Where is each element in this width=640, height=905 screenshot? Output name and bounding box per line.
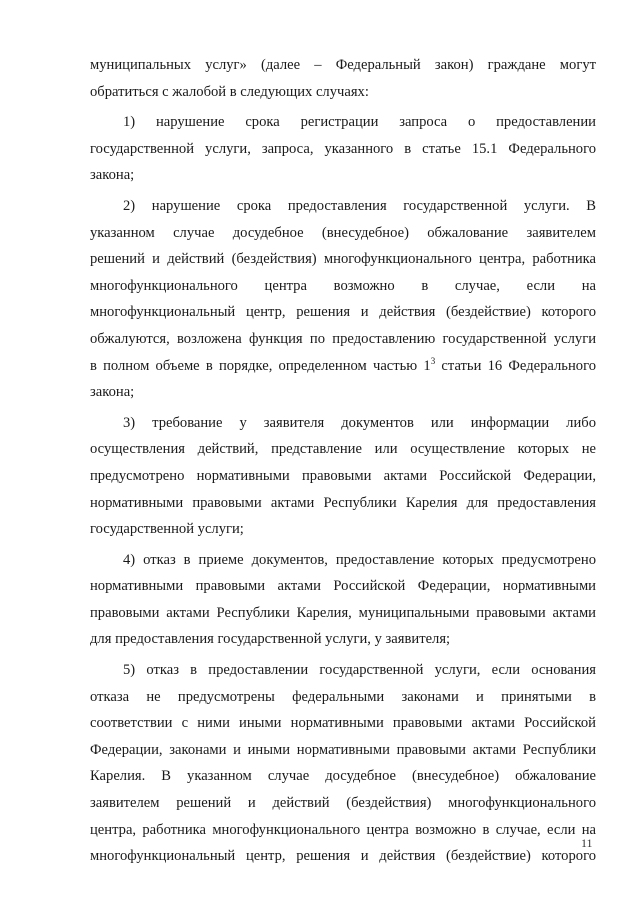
text-line: для предоставления государственной услуги, у заявителя; [90, 631, 451, 648]
text-line: правовыми актами Республики Карелия, муниципальными правовыми актами [90, 604, 596, 621]
text-line: решений и действий (бездействия) многофункционального центра, работника [90, 251, 596, 268]
text-line: центра, работника многофункционального центра возможно в случае, если на [90, 821, 596, 838]
text-line: соответствии с ними иными нормативными правовыми актами Российской [90, 715, 596, 732]
text-line: закона; [90, 384, 135, 401]
text-line: 3) требование у заявителя документов или информации либо [123, 414, 596, 431]
text-line: муниципальных услуг» (далее – Федеральный закон) граждане могут [90, 57, 596, 73]
text-line: закона; [90, 167, 135, 184]
text-line: 5) отказ в предоставлении государственной услуги, если основания [123, 662, 596, 679]
text-line: отказа не предусмотрены федеральными законами и принятыми в [90, 688, 596, 705]
text-span: в полном объеме в порядке, определенном частью 1 [90, 357, 431, 374]
text-line: обжалуются, возложена функция по предоставлению государственной услуги [90, 330, 596, 347]
text-line: многофункциональный центр, решения и действия (бездействие) которого [90, 848, 596, 865]
document-body [90, 52, 596, 870]
text-line: 2) нарушение срока предоставления государственной услуги. В [123, 197, 596, 214]
superscript: 3 [430, 355, 436, 366]
page-number: 11 [581, 836, 593, 850]
text-line: Карелия. В указанном случае досудебное (внесудебное) обжалование [90, 768, 596, 785]
text-line: многофункциональный центр, решения и действия (бездействие) которого [90, 304, 596, 321]
text-span: статьи 16 Федерального [435, 357, 596, 374]
text-line: заявителем решений и действий (бездействия) многофункционального [90, 795, 596, 812]
text-line: 1) нарушение срока регистрации запроса о предоставлении [123, 114, 596, 131]
text-line: государственной услуги; [90, 521, 244, 538]
text-line: нормативными правовыми актами Российской Федерации, нормативными [90, 578, 596, 595]
text-line: многофункционального центра возможно в случае, если на [90, 277, 596, 294]
text-line: предусмотрено нормативными правовыми актами Российской Федерации, [90, 467, 596, 484]
text-line: указанном случае досудебное (внесудебное) обжалование заявителем [90, 224, 596, 241]
text-line: Федерации, законами и иными нормативными правовыми актами Республики [90, 741, 596, 758]
text-line: 4) отказ в приеме документов, предоставление которых предусмотрено [123, 551, 596, 568]
text-line: государственной услуги, запроса, указанного в статье 15.1 Федерального [90, 140, 596, 157]
text-line [90, 353, 596, 380]
text-line: нормативными правовыми актами Республики Карелия для предоставления [90, 494, 596, 511]
text-line: обратиться с жалобой в следующих случаях: [90, 83, 369, 100]
text-line: осуществления действий, представление или осуществление которых не [90, 441, 596, 458]
